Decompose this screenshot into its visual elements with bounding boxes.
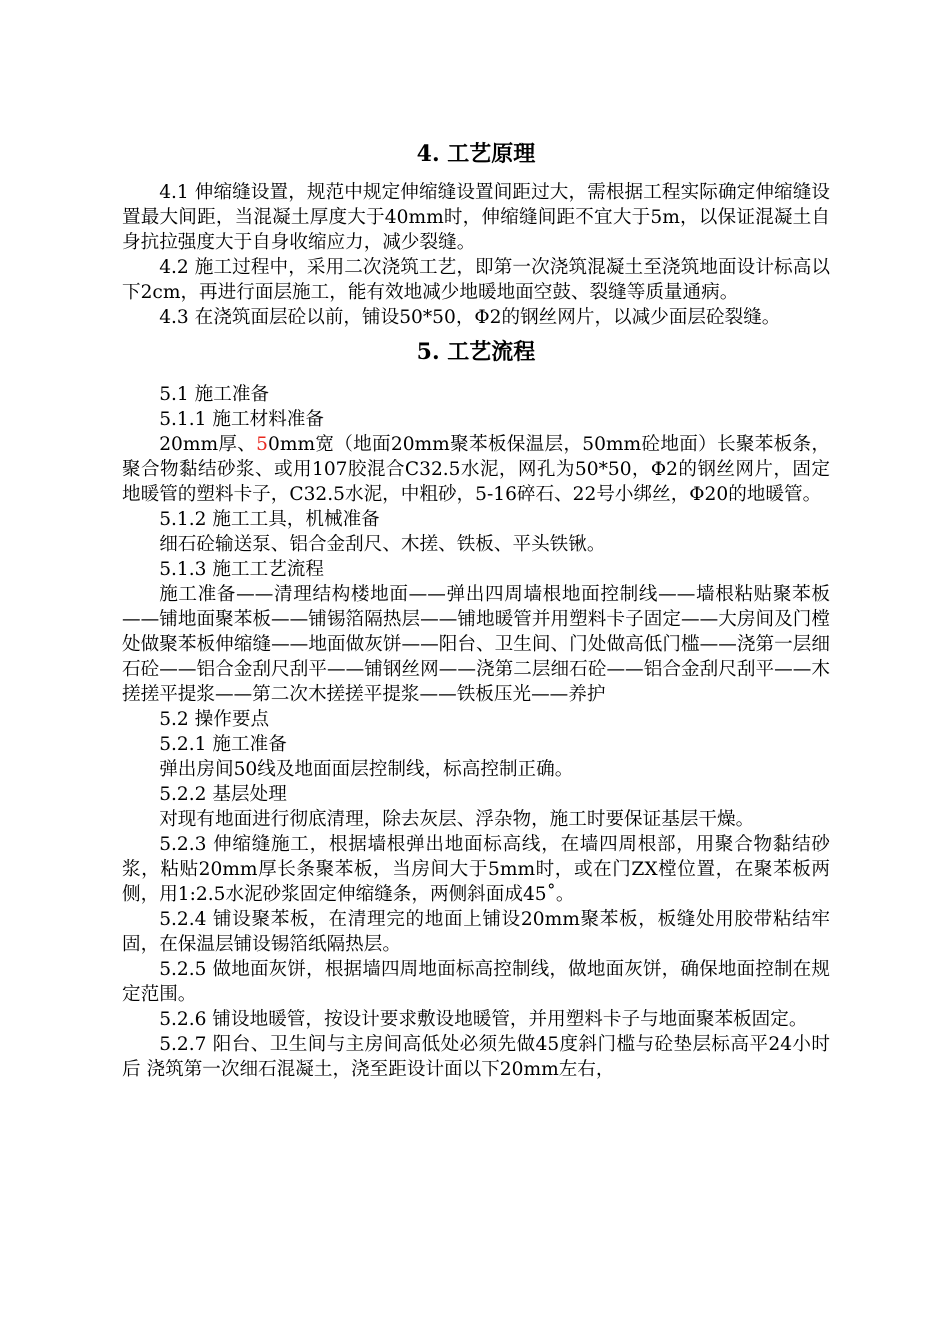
paragraph-5-1-3: 5.1.3 施工工艺流程 <box>159 559 324 580</box>
paragraph-5-1-1: 5.1.1 施工材料准备 <box>159 409 324 430</box>
paragraph-tools: 细石砼输送泵、铝合金刮尺、木搓、铁板、平头铁锹。 <box>159 534 606 555</box>
section-4-heading: 4. 工艺原理 <box>416 141 536 167</box>
paragraph-5-2-7: 5.2.7 阳台、卫生间与主房间高低处必须先做45度斜门槛与砼垫层标高平24小时后 浇筑第一次细石混凝土，浇至距设计面以下20mm左右， <box>122 1034 830 1080</box>
document-page <box>122 138 830 1082</box>
paragraph-5-2-1-text: 弹出房间50线及地面面层控制线，标高控制正确。 <box>159 759 574 780</box>
paragraph-flow: 施工准备——清理结构楼地面——弹出四周墙根地面控制线——墙根粘贴聚苯板——铺地面聚苯板——铺锡箔隔热层——铺地暖管并用塑料卡子固定——大房间及门樘处做聚苯板伸缩缝——地面做灰饼——阳台、卫生间、门处做高低门槛——浇第一层细石砼——铝合金刮尺刮平——铺钢丝网——浇第二层细石砼——铝合金刮尺刮平——木搓搓平提浆——第二次木搓搓平提浆——铁板压光——养护 <box>122 584 830 705</box>
paragraph-5-2-2-text: 对现有地面进行彻底清理，除去灰层、浮杂物，施工时要保证基层干燥。 <box>159 809 755 830</box>
materials-text-red: 5 <box>256 434 268 455</box>
paragraph-5-2: 5.2 操作要点 <box>159 709 270 730</box>
paragraph-5-2-4: 5.2.4 铺设聚苯板，在清理完的地面上铺设20mm聚苯板，板缝处用胶带粘结牢固，在保温层铺设锡箔纸隔热层。 <box>122 909 830 955</box>
paragraph-5-1: 5.1 施工准备 <box>159 384 270 405</box>
materials-text-before: 20mm厚、 <box>159 434 257 455</box>
paragraph-5-2-6: 5.2.6 铺设地暖管，按设计要求敷设地暖管，并用塑料卡子与地面聚苯板固定。 <box>159 1009 808 1030</box>
paragraph-4-3: 4.3 在浇筑面层砼以前，铺设50*50，Φ2的钢丝网片，以减少面层砼裂缝。 <box>159 307 781 328</box>
paragraph-5-2-1: 5.2.1 施工准备 <box>159 734 287 755</box>
paragraph-4-2: 4.2 施工过程中，采用二次浇筑工艺，即第一次浇筑混凝土至浇筑地面设计标高以下2cm，再进行面层施工，能有效地减少地暖地面空鼓、裂缝等质量通病。 <box>122 257 830 303</box>
paragraph-5-1-2: 5.1.2 施工工具，机械准备 <box>159 509 380 530</box>
paragraph-5-2-5: 5.2.5 做地面灰饼，根据墙四周地面标高控制线，做地面灰饼，确保地面控制在规定范围。 <box>122 959 830 1005</box>
paragraph-4-1: 4.1 伸缩缝设置，规范中规定伸缩缝设置间距过大，需根据工程实际确定伸缩缝设置最大间距，当混凝土厚度大于40mm时，伸缩缝间距不宜大于5m，以保证混凝土自身抗拉强度大于自身收缩应力，减少裂缝。 <box>122 182 830 253</box>
materials-text-after: 0mm宽（地面20mm聚苯板保温层，50mm砼地面）长聚苯板条，聚合物黏结砂浆、或用107胶混合C32.5水泥，网孔为50*50，Φ2的钢丝网片，固定地暖管的塑料卡子，C32.5水泥，中粗砂，5-16碎石、22号小绑丝，Φ20的地暖管。 <box>122 434 830 505</box>
paragraph-5-2-2: 5.2.2 基层处理 <box>159 784 287 805</box>
paragraph-5-2-3: 5.2.3 伸缩缝施工，根据墙根弹出地面标高线，在墙四周根部，用聚合物黏结砂浆，粘贴20mm厚长条聚苯板，当房间大于5mm时，或在门ZX樘位置，在聚苯板两侧，用1:2.5水泥砂浆固定伸缩缝条，两侧斜面成45˚。 <box>122 834 830 905</box>
section-5-heading: 5. 工艺流程 <box>416 339 536 365</box>
paragraph-materials <box>122 432 830 507</box>
